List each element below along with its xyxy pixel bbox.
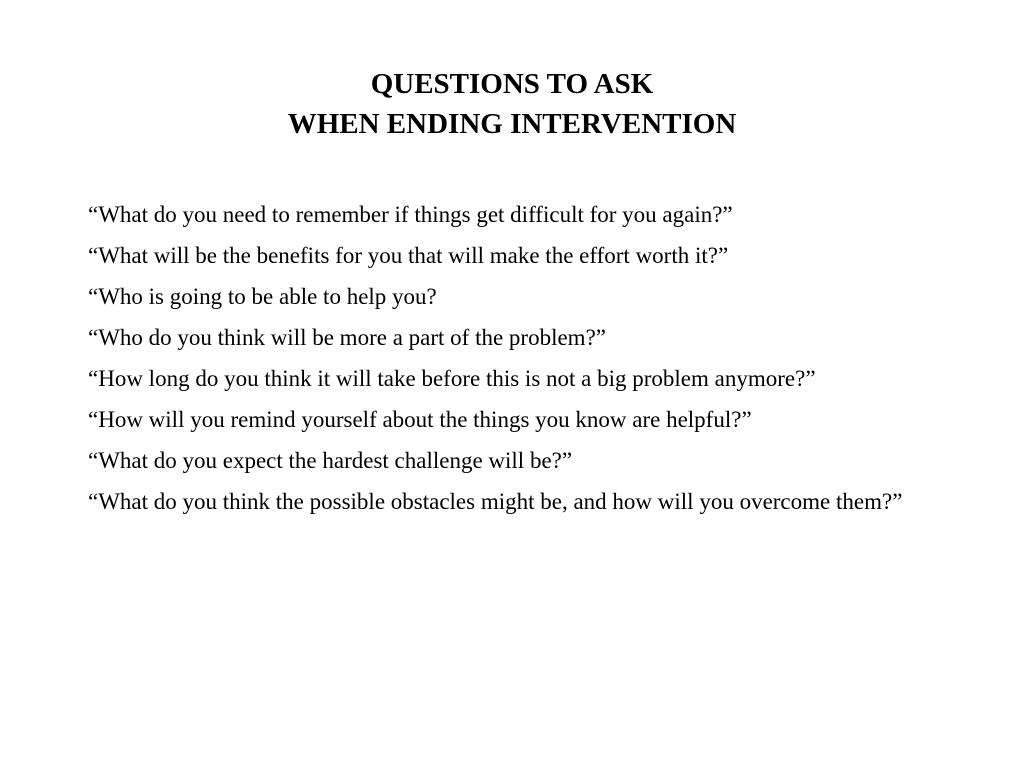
title-line-1: QUESTIONS TO ASK — [370, 68, 654, 100]
question-list — [88, 194, 968, 522]
question-item: “What do you expect the hardest challenge will be?” — [88, 448, 573, 473]
question-item: “Who is going to be able to help you? — [88, 284, 437, 309]
slide-title — [0, 64, 1024, 144]
question-item: “What will be the benefits for you that will make the effort worth it?” — [88, 243, 729, 268]
question-item: “What do you need to remember if things get difficult for you again?” — [88, 202, 733, 227]
question-item: “Who do you think will be more a part of the problem?” — [88, 325, 606, 350]
question-item: “What do you think the possible obstacles might be, and how will you overcome them?” — [88, 489, 903, 514]
question-item: “How will you remind yourself about the things you know are helpful?” — [88, 407, 752, 432]
question-item: “How long do you think it will take before this is not a big problem anymore?” — [88, 366, 816, 391]
title-line-2: WHEN ENDING INTERVENTION — [287, 108, 737, 140]
